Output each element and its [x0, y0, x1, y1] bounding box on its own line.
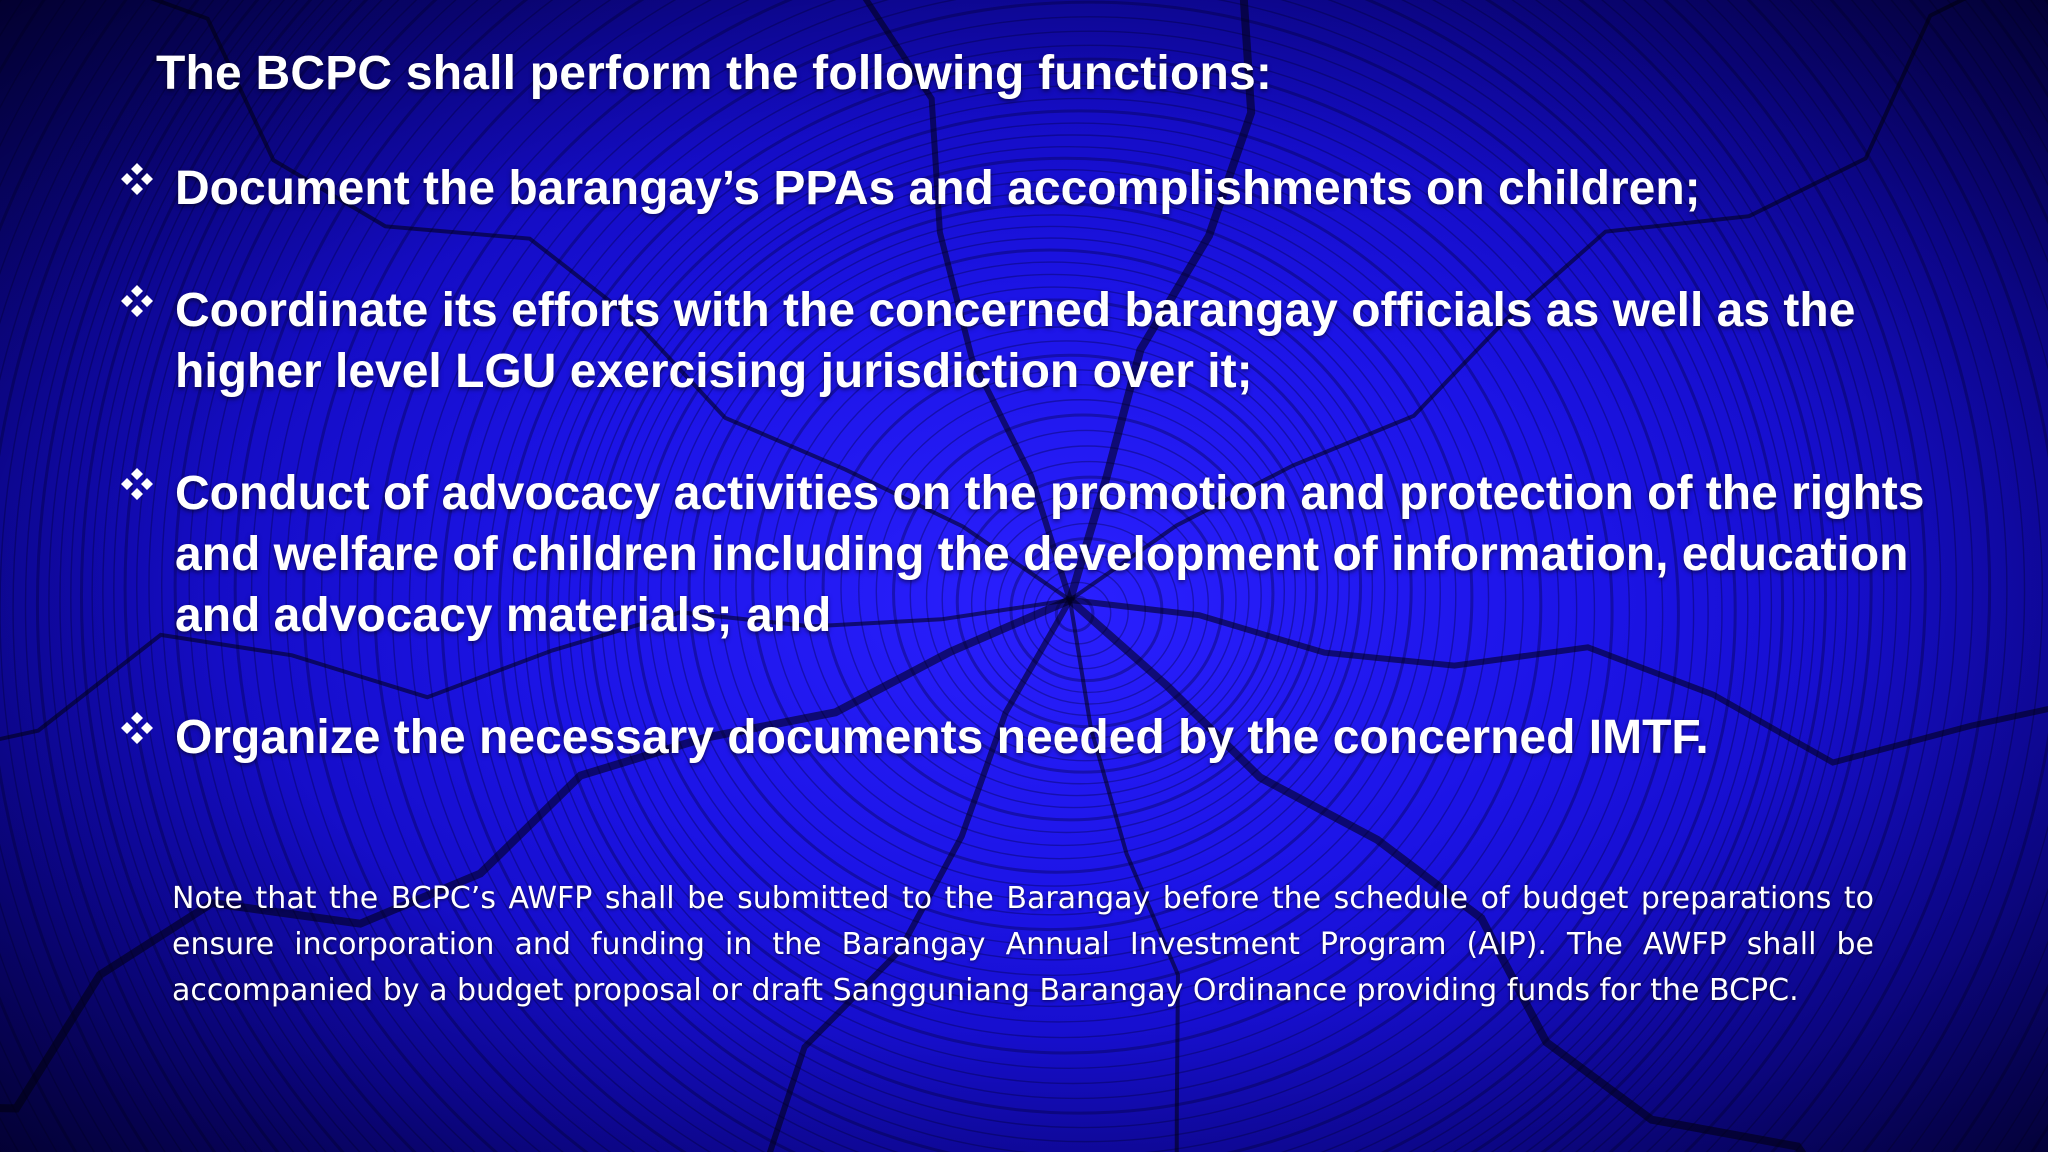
- slide-heading: The BCPC shall perform the following functions:: [156, 47, 1273, 100]
- list-item: [120, 463, 1980, 646]
- four-diamond-bullet-icon: [120, 711, 154, 745]
- list-item: [120, 280, 1980, 402]
- four-diamond-bullet-icon: [120, 284, 154, 318]
- list-item-text: Coordinate its efforts with the concerned barangay officials as well as the higher level LGU exercising jurisdiction over it;: [175, 284, 1856, 398]
- function-list: [120, 158, 1980, 829]
- four-diamond-bullet-icon: [120, 162, 154, 196]
- list-item: [120, 158, 1980, 219]
- list-item: [120, 707, 1980, 768]
- list-item-text: Document the barangay’s PPAs and accomplishments on children;: [175, 162, 1701, 215]
- budget-note: Note that the BCPC’s AWFP shall be submitted to the Barangay before the schedule of budget preparations to ensure incorporation and funding in the Barangay Annual Investment Program (AIP). The AWFP shall be accompanied by a budget proposal or draft Sangguniang Barangay Ordinance providing funds for the BCPC.: [172, 881, 1874, 1008]
- list-item-text: Conduct of advocacy activities on the promotion and protection of the rights and welfare of children including the development of information, education and advocacy materials; and: [175, 467, 1925, 642]
- list-item-text: Organize the necessary documents needed by the concerned IMTF.: [175, 711, 1709, 764]
- four-diamond-bullet-icon: [120, 467, 154, 501]
